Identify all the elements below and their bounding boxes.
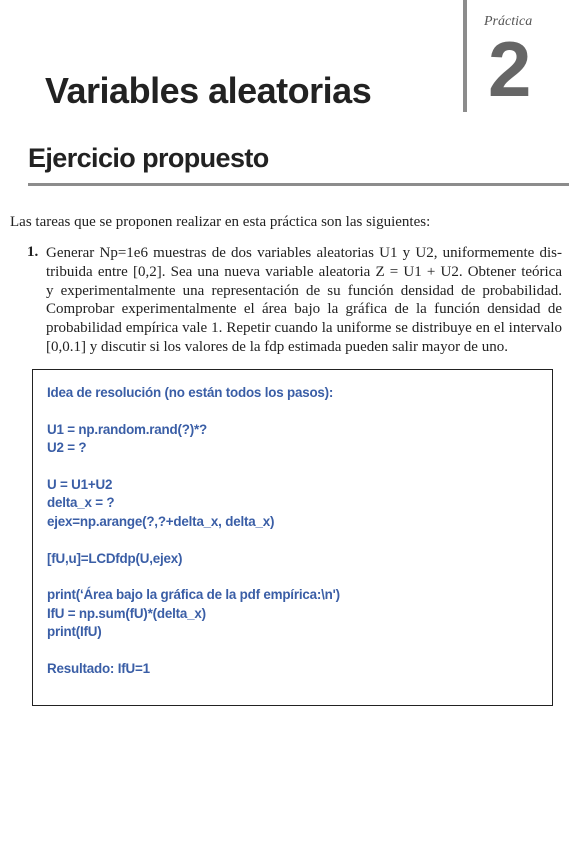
code-line: U1 = np.random.rand(?)*?	[47, 421, 207, 437]
code-line: U2 = ?	[47, 440, 87, 456]
code-line	[47, 568, 340, 586]
exercise-line: Comprobar experimentalmente el área bajo la gráfica de la función densidad de	[46, 301, 562, 318]
exercise-line: y experimentalmente una representación de su función densidad de probabilidad.	[46, 282, 562, 299]
code-line: U = U1+U2	[47, 477, 113, 492]
code-line: [fU,u]=LCDfdp(U,ejex)	[47, 550, 183, 566]
section-title: Ejercicio propuesto	[28, 143, 269, 173]
code-line: IfU = np.sum(fU)*(delta_x)	[47, 605, 206, 621]
code-line	[47, 531, 340, 549]
code-line	[47, 458, 340, 476]
header-divider	[463, 0, 467, 112]
code-line: print(‘Área bajo la gráfica de la pdf empírica:\n')	[47, 587, 340, 603]
code-line: delta_x = ?	[47, 495, 115, 511]
exercise-line: Generar Np=1e6 muestras de dos variables aleatorias U1 y U2, uniformemente dis-	[46, 245, 562, 261]
exercise-line: probabilidad empírica vale 1. Repetir cuando la uniforme se distribuye en el intervalo	[46, 320, 562, 337]
code-line: ejex=np.arange(?,?+delta_x, delta_x)	[47, 513, 275, 529]
code-block	[47, 384, 340, 678]
exercise-line: tribuida entre [0,2]. Sea una nueva variable aleatoria Z = U1 + U2. Obtener teórica	[46, 263, 562, 280]
exercise-text	[46, 244, 562, 357]
code-line: Idea de resolución (no están todos los pasos):	[47, 385, 334, 400]
page-title: Variables aleatorias	[45, 70, 372, 111]
code-line: Resultado: IfU=1	[47, 661, 150, 677]
resolution-box	[32, 369, 553, 706]
exercise-line: [0,0.1] y discutir si los valores de la fdp estimada pueden salir mayor de uno.	[46, 338, 508, 355]
exercise-number: 1.	[27, 244, 39, 260]
section-rule	[28, 183, 569, 186]
code-line: print(IfU)	[47, 624, 102, 640]
practica-number: 2	[488, 25, 530, 113]
code-line	[47, 402, 340, 420]
code-line	[47, 642, 340, 660]
intro-paragraph: Las tareas que se proponen realizar en esta práctica son las siguientes:	[10, 214, 431, 230]
practica-label: Práctica	[484, 14, 533, 29]
